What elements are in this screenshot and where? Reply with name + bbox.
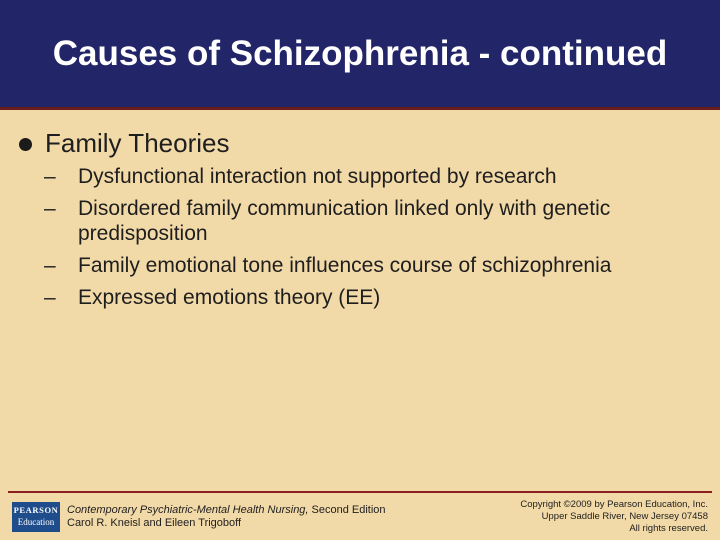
bullet-text: Family Theories	[45, 128, 230, 158]
dash-marker: –	[44, 286, 56, 309]
footer-divider	[8, 491, 712, 493]
copyright-line-2: Upper Saddle River, New Jersey 07458	[541, 511, 708, 522]
dash-marker: –	[44, 254, 56, 277]
sub-item-text: Expressed emotions theory (EE)	[78, 286, 381, 309]
sub-item-text: Disordered family communication linked only with genetic predisposition	[78, 197, 611, 245]
slide-title: Causes of Schizophrenia - continued	[52, 34, 668, 73]
sub-list	[44, 164, 664, 317]
sub-item	[44, 285, 664, 310]
footer-citation	[67, 504, 386, 530]
copyright-line-1: Copyright ©2009 by Pearson Education, Inc.	[520, 499, 708, 510]
sub-item	[44, 253, 664, 278]
title-bar	[0, 0, 720, 110]
book-title: Contemporary Psychiatric-Mental Health Nursing,	[67, 504, 309, 516]
logo-bottom-text: Education	[17, 517, 55, 527]
book-edition: Second Edition	[308, 504, 386, 516]
sub-item-text: Dysfunctional interaction not supported by research	[78, 165, 557, 188]
sub-item	[44, 196, 664, 246]
logo-top-text: PEARSON	[13, 505, 59, 515]
dash-marker: –	[44, 165, 56, 188]
bullet-item	[19, 128, 229, 159]
pearson-logo-icon	[12, 502, 60, 532]
sub-item-text: Family emotional tone influences course of schizophrenia	[78, 254, 612, 277]
bullet-dot-icon	[19, 138, 32, 151]
citation-line-1	[67, 504, 386, 517]
dash-marker: –	[44, 197, 56, 220]
sub-item	[44, 164, 664, 189]
copyright-line-3: All rights reserved.	[629, 523, 708, 534]
citation-authors: Carol R. Kneisl and Eileen Trigoboff	[67, 517, 242, 529]
footer-copyright	[520, 499, 708, 535]
